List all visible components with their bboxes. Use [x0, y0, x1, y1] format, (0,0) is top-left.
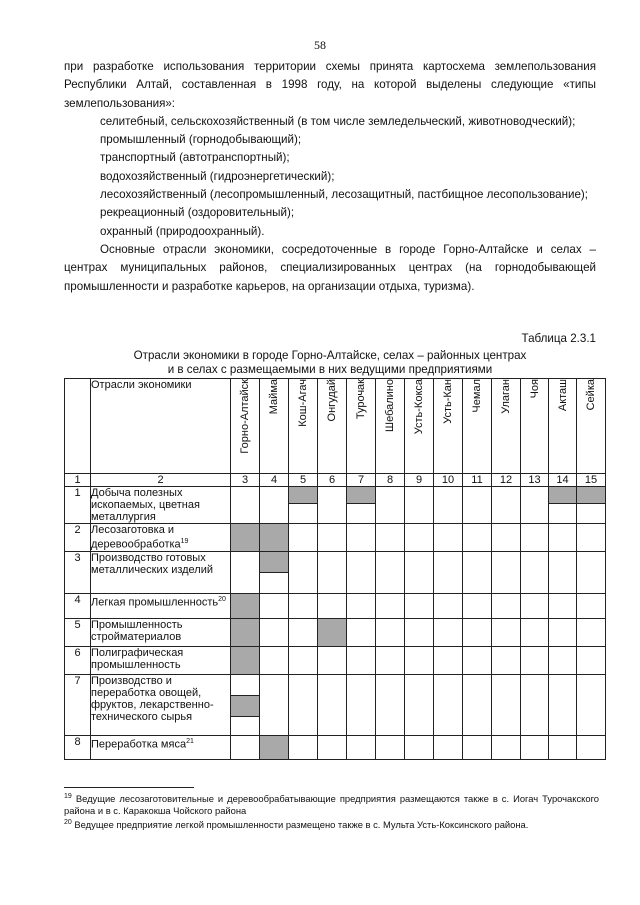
column-header: Горно-Алтайск — [239, 379, 251, 454]
column-header: Усть-Кан — [442, 379, 454, 424]
column-number: 2 — [91, 474, 231, 487]
column-header: Турочак — [355, 379, 367, 420]
column-number: 5 — [289, 474, 318, 487]
column-number: 13 — [521, 474, 549, 487]
row-number: 3 — [65, 552, 91, 594]
column-number: 10 — [434, 474, 463, 487]
row-number: 2 — [65, 524, 91, 552]
footnotes — [64, 791, 599, 831]
row-number: 5 — [65, 619, 91, 647]
row-number: 6 — [65, 647, 91, 675]
column-header: Майма — [268, 379, 280, 415]
column-header: Акташ — [556, 379, 569, 412]
column-number: 11 — [463, 474, 492, 487]
body-text — [64, 58, 596, 296]
column-number: 6 — [318, 474, 347, 487]
column-number: 3 — [231, 474, 260, 487]
list-item: охранный (природоохранный). — [100, 224, 265, 238]
row-name: Производство готовых металлических изделий — [91, 552, 231, 594]
row-number: 8 — [65, 736, 91, 760]
table-label: Таблица 2.3.1 — [521, 332, 596, 345]
column-number: 14 — [549, 474, 577, 487]
footnote-divider — [64, 787, 194, 788]
paragraph-economy: Основные отрасли экономики, сосредоточенные в городе Горно-Алтайске и селах – центрах муниципальных районов, специализированных центрах (на горнодобывающей промышленности и разработке карьеров, на организации отдыха, туризма). — [64, 242, 596, 293]
column-header: Улаган — [500, 379, 512, 414]
table-row — [65, 736, 606, 760]
row-number: 4 — [65, 594, 91, 619]
paragraph-intro: при разработке использования территории схемы принята картосхема землепользования Республики Алтай, составленная в 1998 году, на которой выделены следующие «типы землепользования»: — [64, 60, 596, 110]
column-number: 7 — [347, 474, 376, 487]
row-name: Лесозаготовка и деревообработка$^{19}$ — [91, 524, 231, 552]
table-row — [65, 619, 606, 647]
column-header: Сейка — [585, 379, 597, 411]
list-item: транспортный (автотранспортный); — [100, 151, 290, 165]
footnote: $^{19}$ Ведущие лесозаготовительные и деревообрабатывающие предприятия размещаются также в с. Иогач Турочакского района и в с. Каракокша Чойского района — [64, 793, 600, 816]
table-row — [65, 524, 606, 552]
footnote: $^{20}$ Ведущее предприятие легкой промышленности размещено также в с. Мульта Усть-Коксинского района. — [64, 818, 529, 830]
column-number: 9 — [405, 474, 434, 487]
column-header: Шебалино — [384, 379, 396, 432]
column-number: 1 — [65, 474, 91, 487]
header-row — [65, 379, 606, 474]
list-item: водохозяйственный (гидроэнергетический); — [100, 169, 335, 183]
table-title-line1: Отрасли экономики в городе Горно-Алтайске, селах – районных центрах — [133, 349, 527, 362]
row-number: 1 — [65, 487, 91, 524]
header-name: Отрасли экономики — [91, 379, 231, 474]
column-header: Чемал — [471, 379, 483, 413]
column-number: 15 — [577, 474, 606, 487]
column-header: Кош-Агач — [297, 379, 309, 427]
page-number: 58 — [314, 38, 326, 52]
row-name: Добыча полезных ископаемых, цветная металлургия — [91, 487, 231, 524]
column-number: 12 — [492, 474, 521, 487]
list-item: селитебный, сельскохозяйственный (в том числе земледельческий, животноводческий); — [100, 114, 576, 128]
row-number: 7 — [65, 675, 91, 736]
table-row — [65, 594, 606, 619]
table-row — [65, 487, 606, 504]
column-header: Онгудай — [326, 379, 338, 422]
column-number: 4 — [260, 474, 289, 487]
row-name: Переработка мяса$^{21}$ — [91, 736, 231, 760]
column-number-row — [65, 474, 606, 487]
column-number: 8 — [376, 474, 405, 487]
column-header: Усть-Кокса — [413, 379, 425, 435]
table-row — [65, 552, 606, 573]
economy-table — [64, 378, 606, 760]
table-row — [65, 647, 606, 675]
table-title-line2: и в селах с размещаемыми в них ведущими предприятиями — [167, 363, 493, 376]
row-name: Промышленность стройматериалов — [91, 619, 231, 647]
row-name: Легкая промышленность$^{20}$ — [91, 594, 231, 619]
row-name: Полиграфическая промышленность — [91, 647, 231, 675]
column-header: Чоя — [528, 379, 541, 399]
list-item: промышленный (горнодобывающий); — [100, 133, 302, 147]
table-title — [64, 349, 596, 377]
row-name: Производство и переработка овощей, фруктов, лекарственно-технического сырья — [91, 675, 231, 736]
list-item: рекреационный (оздоровительный); — [100, 206, 295, 220]
table-row — [65, 675, 606, 696]
list-item: лесохозяйственный (лесопромышленный, лесозащитный, пастбищное лесопользование); — [100, 188, 589, 202]
